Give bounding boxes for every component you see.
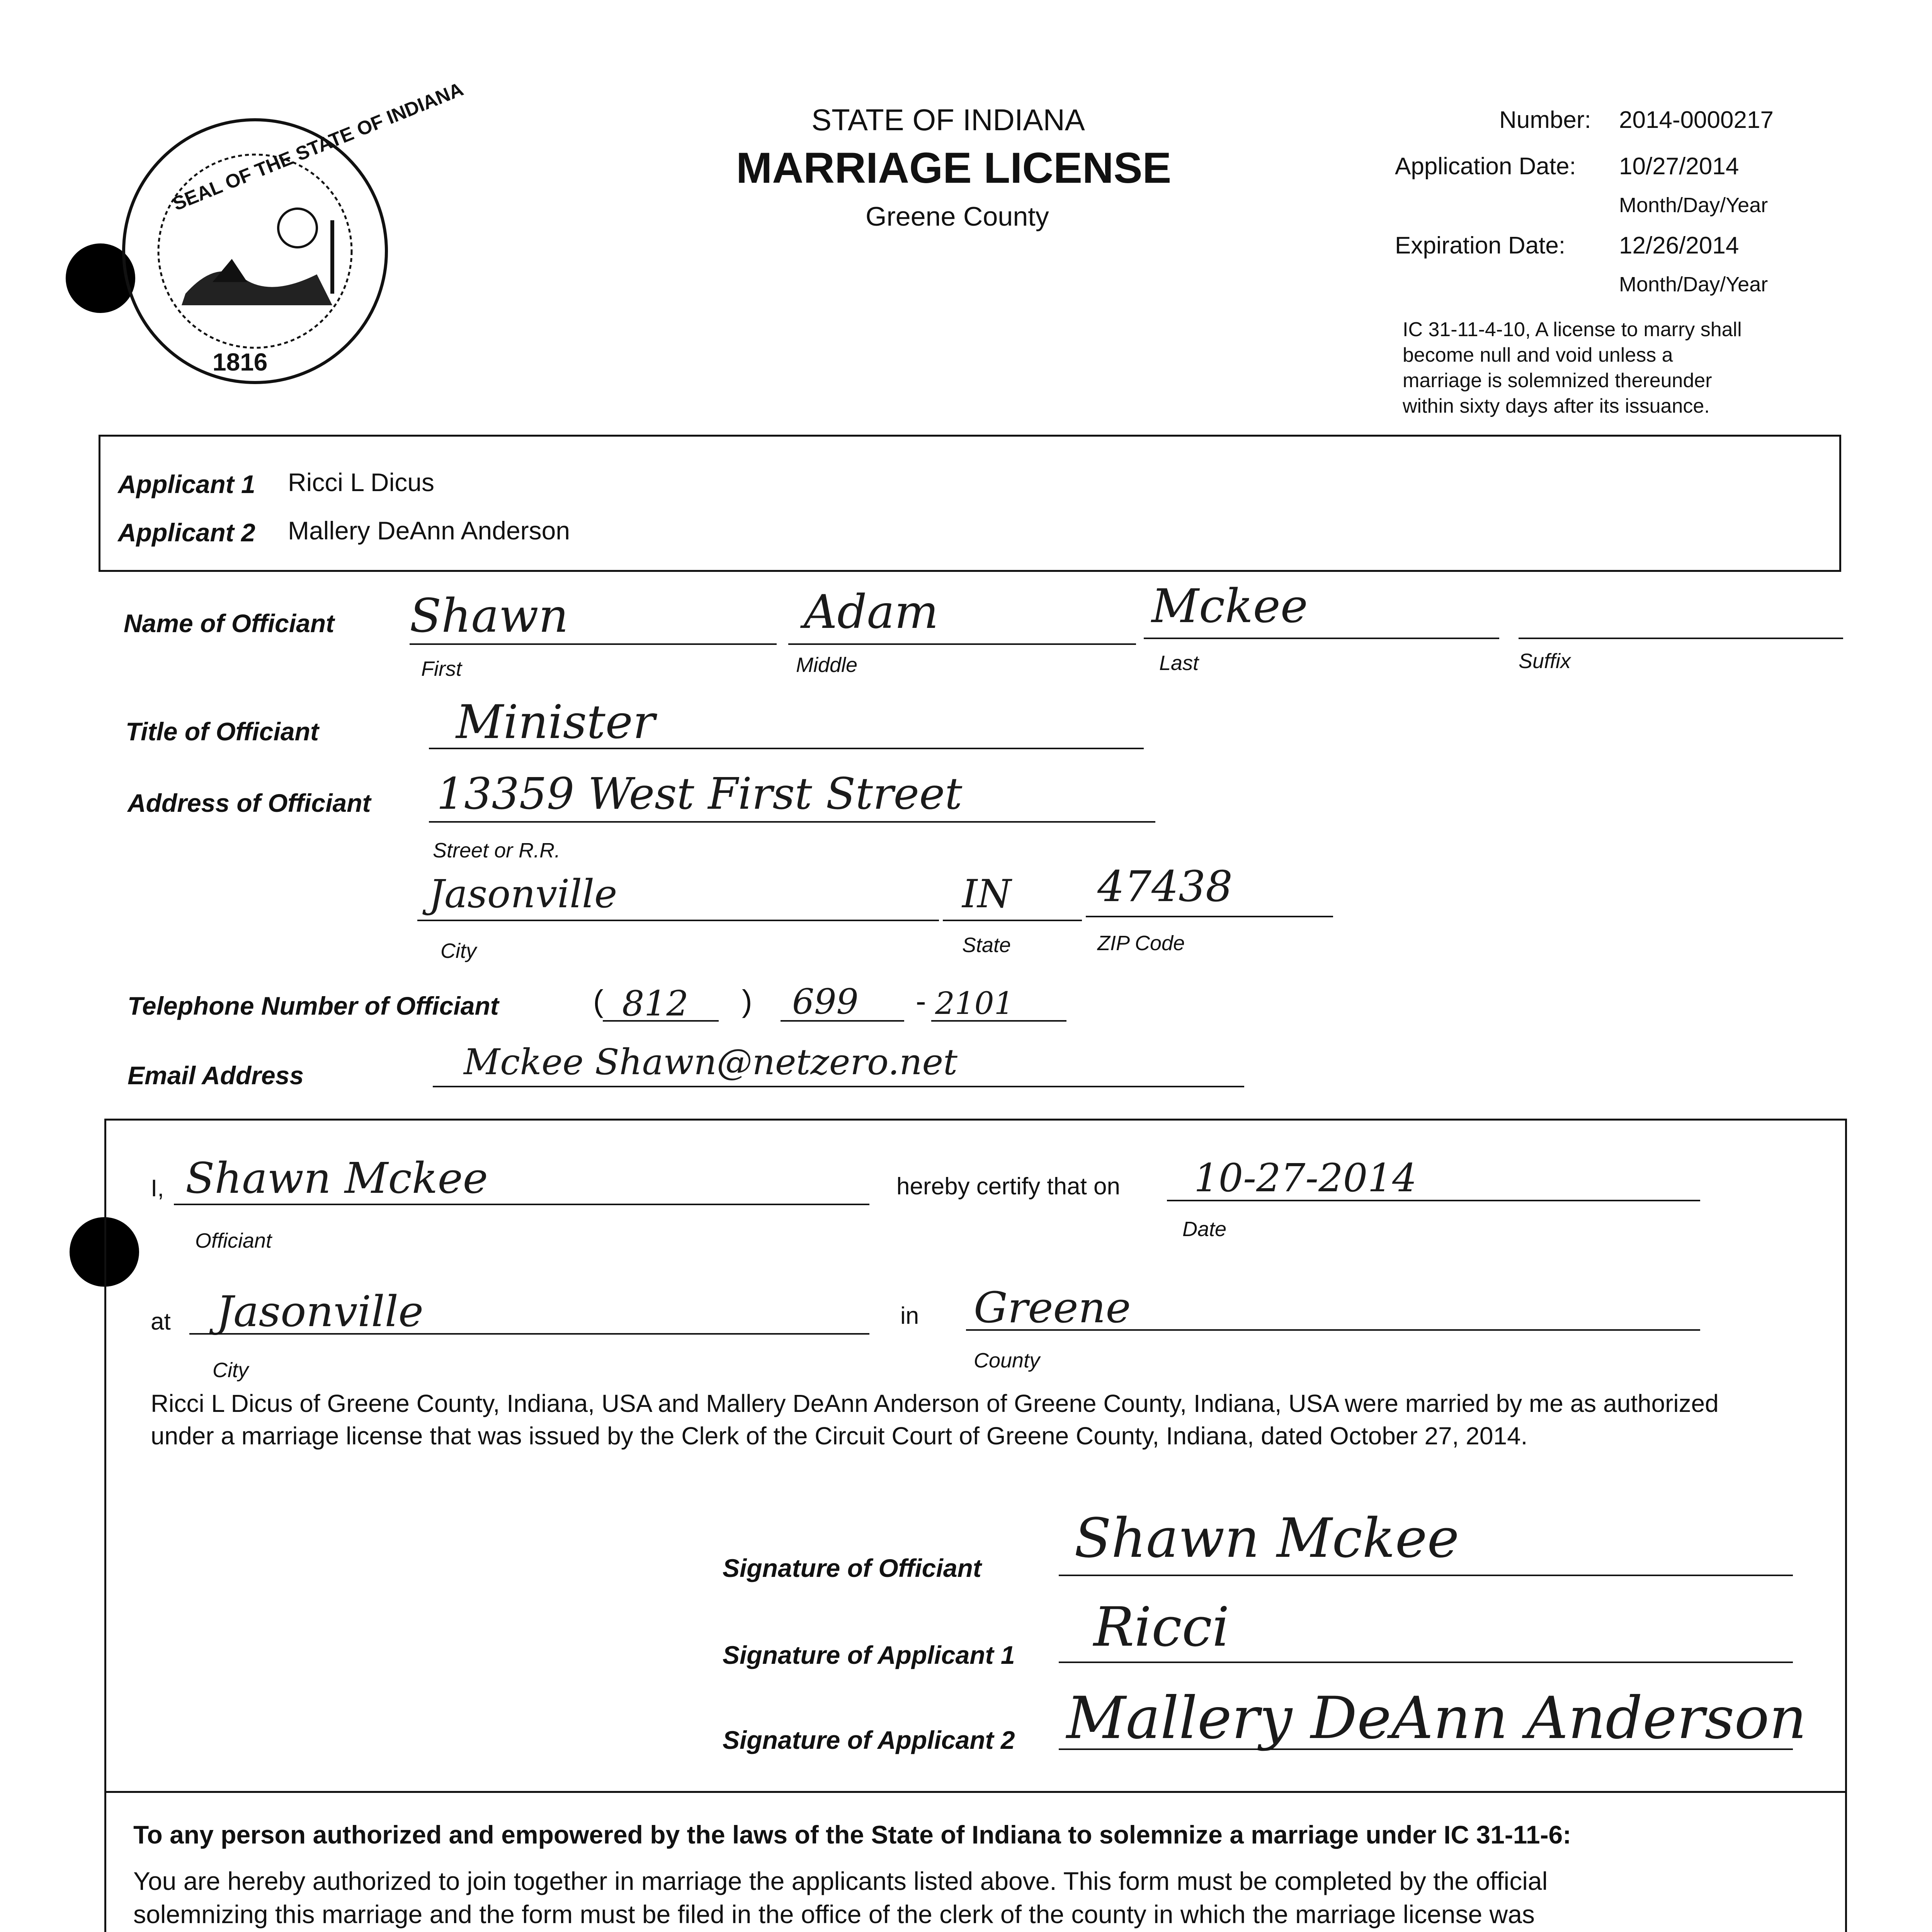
caption-first: First (421, 657, 462, 680)
signature-applicant-1: Ricci (1094, 1596, 1230, 1659)
certify-date-line (1167, 1200, 1700, 1201)
certify-county-line (966, 1329, 1700, 1331)
officiant-state: IN (962, 871, 1012, 917)
page-title: MARRIAGE LICENSE (736, 144, 1172, 192)
authorization-divider (104, 1791, 1847, 1793)
certify-city-line (189, 1333, 869, 1335)
street-line (429, 821, 1155, 823)
authorization-line: You are hereby authorized to join together in marriage the applicants listed above. This form must be completed by the official (133, 1867, 1548, 1895)
signature-applicant-1-label: Signature of Applicant 1 (723, 1641, 1015, 1669)
caption-officiant: Officiant (195, 1229, 272, 1252)
state-seal (116, 78, 466, 390)
certificate-box (104, 1119, 1847, 1932)
certify-officiant-line (174, 1204, 869, 1205)
validity-notice (1403, 317, 1742, 419)
phone-open-paren: ( (593, 984, 604, 1018)
signature-applicant-2-label: Signature of Applicant 2 (723, 1726, 1015, 1754)
phone-prefix-line (781, 1020, 904, 1022)
caption-county: County (974, 1349, 1040, 1372)
application-date-format: Month/Day/Year (1619, 194, 1768, 217)
officiant-address-label: Address of Officiant (128, 789, 371, 817)
phone-area-code: 812 (622, 983, 689, 1024)
first-name-line (410, 643, 777, 645)
certify-i: I, (151, 1175, 164, 1202)
phone-number-line (931, 1020, 1066, 1022)
zip-line (1086, 916, 1333, 917)
applicants-box (99, 435, 1841, 572)
notice-line: within sixty days after its issuance. (1403, 395, 1710, 417)
phone-close-paren: ) (742, 984, 752, 1018)
caption-suffix: Suffix (1519, 650, 1571, 673)
officiant-email: Mckee Shawn@netzero.net (464, 1041, 957, 1083)
officiant-title-label: Title of Officiant (126, 717, 319, 746)
expiration-date-label: Expiration Date: (1395, 232, 1566, 259)
caption-state: State (962, 934, 1011, 957)
statement-line: under a marriage license that was issued by the Clerk of the Circuit Court of Greene County, Indiana, dated October 27, 2014. (151, 1422, 1528, 1450)
expiration-date-format: Month/Day/Year (1619, 273, 1768, 296)
applicant-2-name: Mallery DeAnn Anderson (288, 516, 570, 545)
officiant-title: Minister (456, 696, 655, 749)
caption-middle: Middle (796, 653, 858, 677)
seal-year: 1816 (213, 348, 268, 376)
caption-city: City (440, 939, 476, 963)
caption-zip: ZIP Code (1097, 932, 1185, 955)
signature-officiant-label: Signature of Officiant (723, 1554, 981, 1582)
certify-date: 10-27-2014 (1194, 1155, 1417, 1201)
caption-date: Date (1182, 1218, 1227, 1241)
signature-officiant: Shawn Mckee (1074, 1507, 1459, 1570)
statement-line: Ricci L Dicus of Greene County, Indiana, USA and Mallery DeAnn Anderson of Greene County, Indiana, USA were married by me as authorized (151, 1389, 1719, 1417)
applicant-1-name: Ricci L Dicus (288, 468, 434, 497)
expiration-date: 12/26/2014 (1619, 232, 1739, 259)
license-number: 2014-0000217 (1619, 107, 1774, 133)
officiant-middle-name: Adam (804, 585, 939, 639)
officiant-last-name: Mckee (1151, 580, 1308, 633)
number-label: Number: (1499, 107, 1591, 133)
city-line (417, 920, 939, 921)
certify-at: at (151, 1308, 171, 1335)
officiant-first-name: Shawn (410, 589, 569, 643)
state-heading: STATE OF INDIANA (811, 103, 1085, 137)
certify-in: in (900, 1303, 919, 1329)
application-date-label: Application Date: (1395, 153, 1576, 180)
suffix-line (1519, 638, 1843, 639)
email-line (433, 1086, 1244, 1087)
authorization-heading: To any person authorized and empowered by the laws of the State of Indiana to solemnize a marriage under IC 31-11-6: (133, 1820, 1571, 1849)
caption-last: Last (1159, 651, 1199, 675)
officiant-email-label: Email Address (128, 1061, 304, 1090)
officiant-zip: 47438 (1097, 862, 1233, 911)
notice-line: marriage is solemnized thereunder (1403, 369, 1712, 392)
certify-county: Greene (974, 1283, 1131, 1332)
middle-name-line (788, 643, 1136, 645)
signature-applicant-2-line (1059, 1748, 1793, 1750)
signature-applicant-1-line (1059, 1662, 1793, 1663)
county-heading: Greene County (866, 201, 1049, 231)
authorization-line: solemnizing this marriage and the form must be filed in the office of the clerk of the county in which the marriage license was (133, 1900, 1535, 1929)
applicant-2-label: Applicant 2 (118, 518, 255, 547)
phone-prefix: 699 (792, 981, 859, 1022)
officiant-name-label: Name of Officiant (124, 609, 335, 638)
notice-line: become null and void unless a (1403, 344, 1673, 366)
caption-street: Street or R.R. (433, 839, 561, 862)
applicant-1-label: Applicant 1 (118, 470, 255, 498)
notice-line: IC 31-11-4-10, A license to marry shall (1403, 318, 1742, 341)
signature-applicant-2: Mallery DeAnn Anderson (1066, 1685, 1807, 1752)
caption-certify-city: City (213, 1359, 248, 1382)
officiant-phone-label: Telephone Number of Officiant (128, 992, 499, 1020)
certificate-statement (151, 1387, 1719, 1452)
phone-dash: - (916, 984, 926, 1018)
certify-text: hereby certify that on (896, 1173, 1120, 1200)
officiant-street: 13359 West First Street (437, 769, 963, 819)
certify-city: Jasonville (216, 1287, 423, 1336)
signature-officiant-line (1059, 1575, 1793, 1576)
phone-area-line (603, 1020, 719, 1022)
title-line (429, 748, 1144, 749)
authorization-body (133, 1864, 1602, 1932)
application-date: 10/27/2014 (1619, 153, 1739, 180)
last-name-line (1144, 638, 1499, 639)
officiant-city: Jasonville (429, 871, 617, 917)
state-line (943, 920, 1082, 921)
certify-officiant-name: Shawn Mckee (185, 1153, 488, 1203)
phone-line-number: 2101 (935, 985, 1014, 1021)
seal-text: SEAL OF THE STATE OF INDIANA (169, 78, 466, 215)
